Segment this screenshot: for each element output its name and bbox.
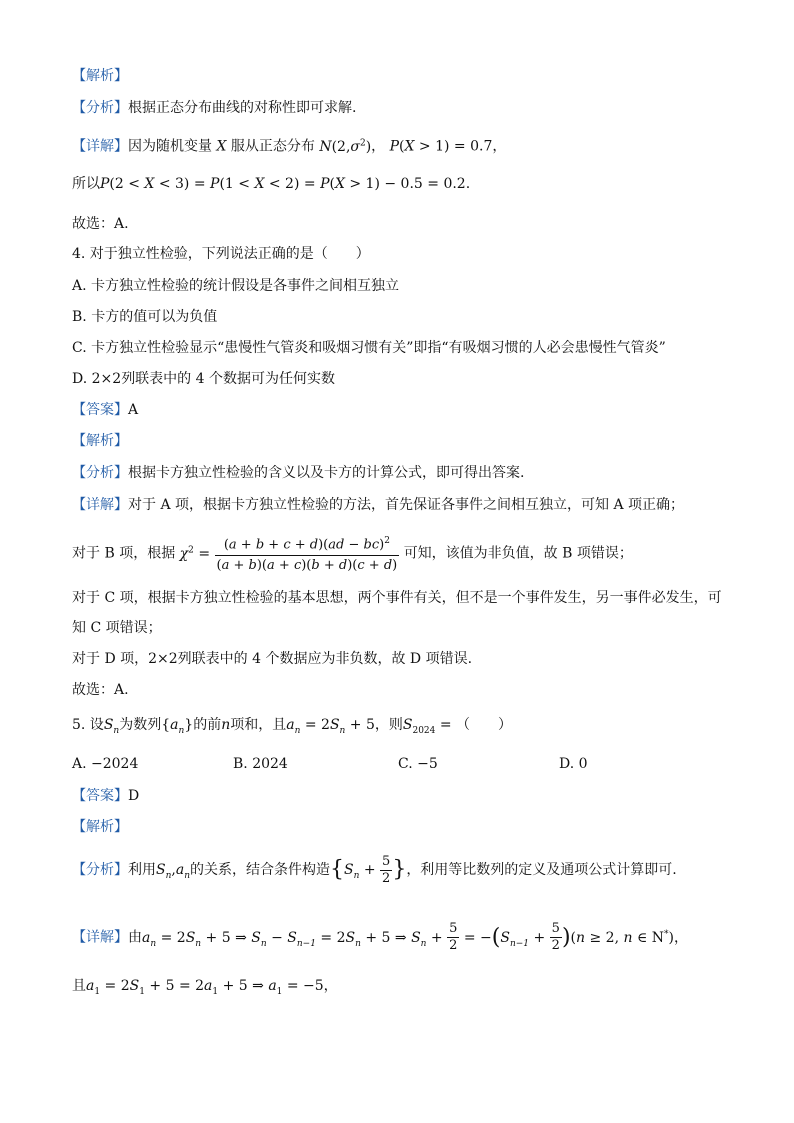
detail-line [72, 495, 684, 515]
math-2x2: 2×2 [91, 371, 122, 387]
q5-option-c: C. −5 [398, 756, 438, 772]
q5-stem-e: ，则 [374, 717, 403, 733]
math-a1: $a_1 = 2S_1 + 5 = 2a_1 + 5$ ⇒ $a_1 = -5$， [86, 978, 338, 997]
q5-stem-c: 的前 [193, 717, 222, 733]
math-construct: {$S_n$ + $\frac{5}{2}$ } [330, 853, 407, 886]
math-prob-chain: P(2 < X < 3) = P(1 < X < 2) = P(X > 1) − 0.5 = 0.2. [100, 176, 471, 192]
math-normal-dist: $N(2,\sigma^2)$ [319, 138, 372, 155]
math-prob-gt1: P(X > 1) = 0.7， [389, 138, 507, 155]
detail-text-b: 服从正态分布 [230, 138, 315, 155]
analysis-line [72, 848, 677, 898]
q5-option-a: A. −2024 [72, 756, 139, 772]
choice-line: 故选：A. [72, 682, 129, 698]
therefore-line [72, 174, 470, 194]
math-derivation: $a_n = 2S_n + 5$ ⇒ $S_n - S_{n-1} = 2S_n + 5$ ⇒ $S_n$ + $\frac{5}{2}$ = $-(S_{n-1}$ + $\frac{5}{2}$ )(n ≥ 2, n ∈ N*)， [142, 921, 689, 954]
detail-tag: 【详解】 [72, 929, 128, 946]
answer-tag: 【答案】 [72, 788, 128, 804]
q5-answer-line [72, 786, 139, 806]
analysis-text: 根据卡方独立性检验的含义以及卡方的计算公式，即可得出答案. [128, 465, 525, 481]
jiexi-label: 【解析】 [72, 819, 128, 835]
d-item-prefix: 对于 D 项， [72, 651, 149, 667]
b-item-text: 可知，该值为非负值，故 B 项错误； [403, 545, 633, 562]
d-item-line [72, 649, 472, 669]
math-2x2: 2×2 [148, 651, 178, 667]
q5-option-b: B. 2024 [233, 756, 288, 772]
analysis-tag: 【分析】 [72, 465, 128, 481]
q4-stem: 4. 对于独立性检验，下列说法正确的是（ ） [72, 246, 370, 262]
analysis-text-c: ，利用等比数列的定义及通项公式计算即可. [406, 862, 677, 878]
detail-text: 对于 A 项，根据卡方独立性检验的方法，首先保证各事件之间相互独立，可知 A 项正确； [128, 497, 685, 513]
q4-d-text: 列联表中的 4 个数据可为任何实数 [121, 371, 335, 387]
analysis-text: 根据正态分布曲线的对称性即可求解. [128, 100, 357, 116]
q4-answer-line [72, 400, 138, 420]
therefore-text: 所以 [72, 176, 100, 192]
q4-option-a: A. 卡方独立性检验的统计假设是各事件之间相互独立 [72, 278, 400, 294]
q5-stem [72, 715, 512, 741]
q5-stem-b: 为数列 [119, 717, 162, 733]
math-n: n [221, 717, 231, 733]
math-S2024: $S_{2024}$ = [402, 717, 457, 736]
detail-text-a: 因为随机变量 [128, 138, 212, 155]
math-x: X [216, 138, 227, 155]
chi-square-line [72, 526, 633, 578]
detail-tag: 【详解】 [72, 497, 128, 513]
math-Sn-an: $S_n,a_n$ [156, 862, 190, 881]
answer-value: A [128, 402, 139, 418]
analysis-text-b: 的关系，结合条件构造 [190, 862, 330, 878]
jiexi-label: 【解析】 [72, 68, 128, 84]
detail-tag: 【详解】 [72, 138, 128, 155]
detail-line: 【详解】因为随机变量 X 服从正态分布 $N(2,\sigma^2)$， P(X > 1) = 0.7， [72, 138, 507, 155]
analysis-tag: 【分析】 [72, 862, 128, 878]
math-an-eq: $a_n = 2S_n + 5$ [286, 717, 375, 736]
detail-line [72, 912, 688, 965]
q5-stem-a: 5. 设 [72, 717, 104, 733]
analysis-line [72, 463, 524, 483]
math-Sn: $S_n$ [103, 717, 120, 736]
a1-prefix: 且 [72, 978, 86, 994]
b-item-prefix: 对于 B 项，根据 [72, 545, 176, 562]
c-item-line1: 对于 C 项，根据卡方独立性检验的基本思想，两个事件有关，但不是一个事件发生，另一事件必发生，可 [72, 590, 722, 606]
q5-stem-f: （ ） [456, 717, 513, 733]
q4-d-prefix: D. [72, 371, 88, 387]
c-item-line2: 知 C 项错误； [72, 620, 162, 636]
analysis-tag: 【分析】 [72, 100, 128, 116]
answer-value: D [128, 788, 140, 804]
q4-option-c: C. 卡方独立性检验显示“患慢性气管炎和吸烟习惯有关”即指“有吸烟习惯的人必会患慢性气管炎” [72, 340, 666, 356]
q5-option-d: D. 0 [559, 756, 588, 772]
d-item-text: 列联表中的 4 个数据应为非负数，故 D 项错误. [177, 651, 473, 667]
q5-stem-d: 项和，且 [230, 717, 287, 733]
chi-square-fraction: $\frac{(a + b + c + d)(ad - bc)^2}{(a + b)(a + c)(b + d)(c + d)}$ [215, 532, 400, 575]
detail-text: 由 [128, 929, 142, 946]
answer-tag: 【答案】 [72, 402, 128, 418]
choice-line: 故选：A. [72, 216, 129, 232]
math-chi-square: $\chi^2$ = [179, 545, 215, 562]
a1-line [72, 976, 338, 1002]
q4-option-d [72, 369, 335, 389]
jiexi-label: 【解析】 [72, 433, 128, 449]
q4-option-b: B. 卡方的值可以为负值 [72, 309, 218, 325]
math-seq-an: $\{a_n\}$ [161, 717, 194, 736]
analysis-text-a: 利用 [128, 862, 156, 878]
analysis-line [72, 98, 356, 118]
